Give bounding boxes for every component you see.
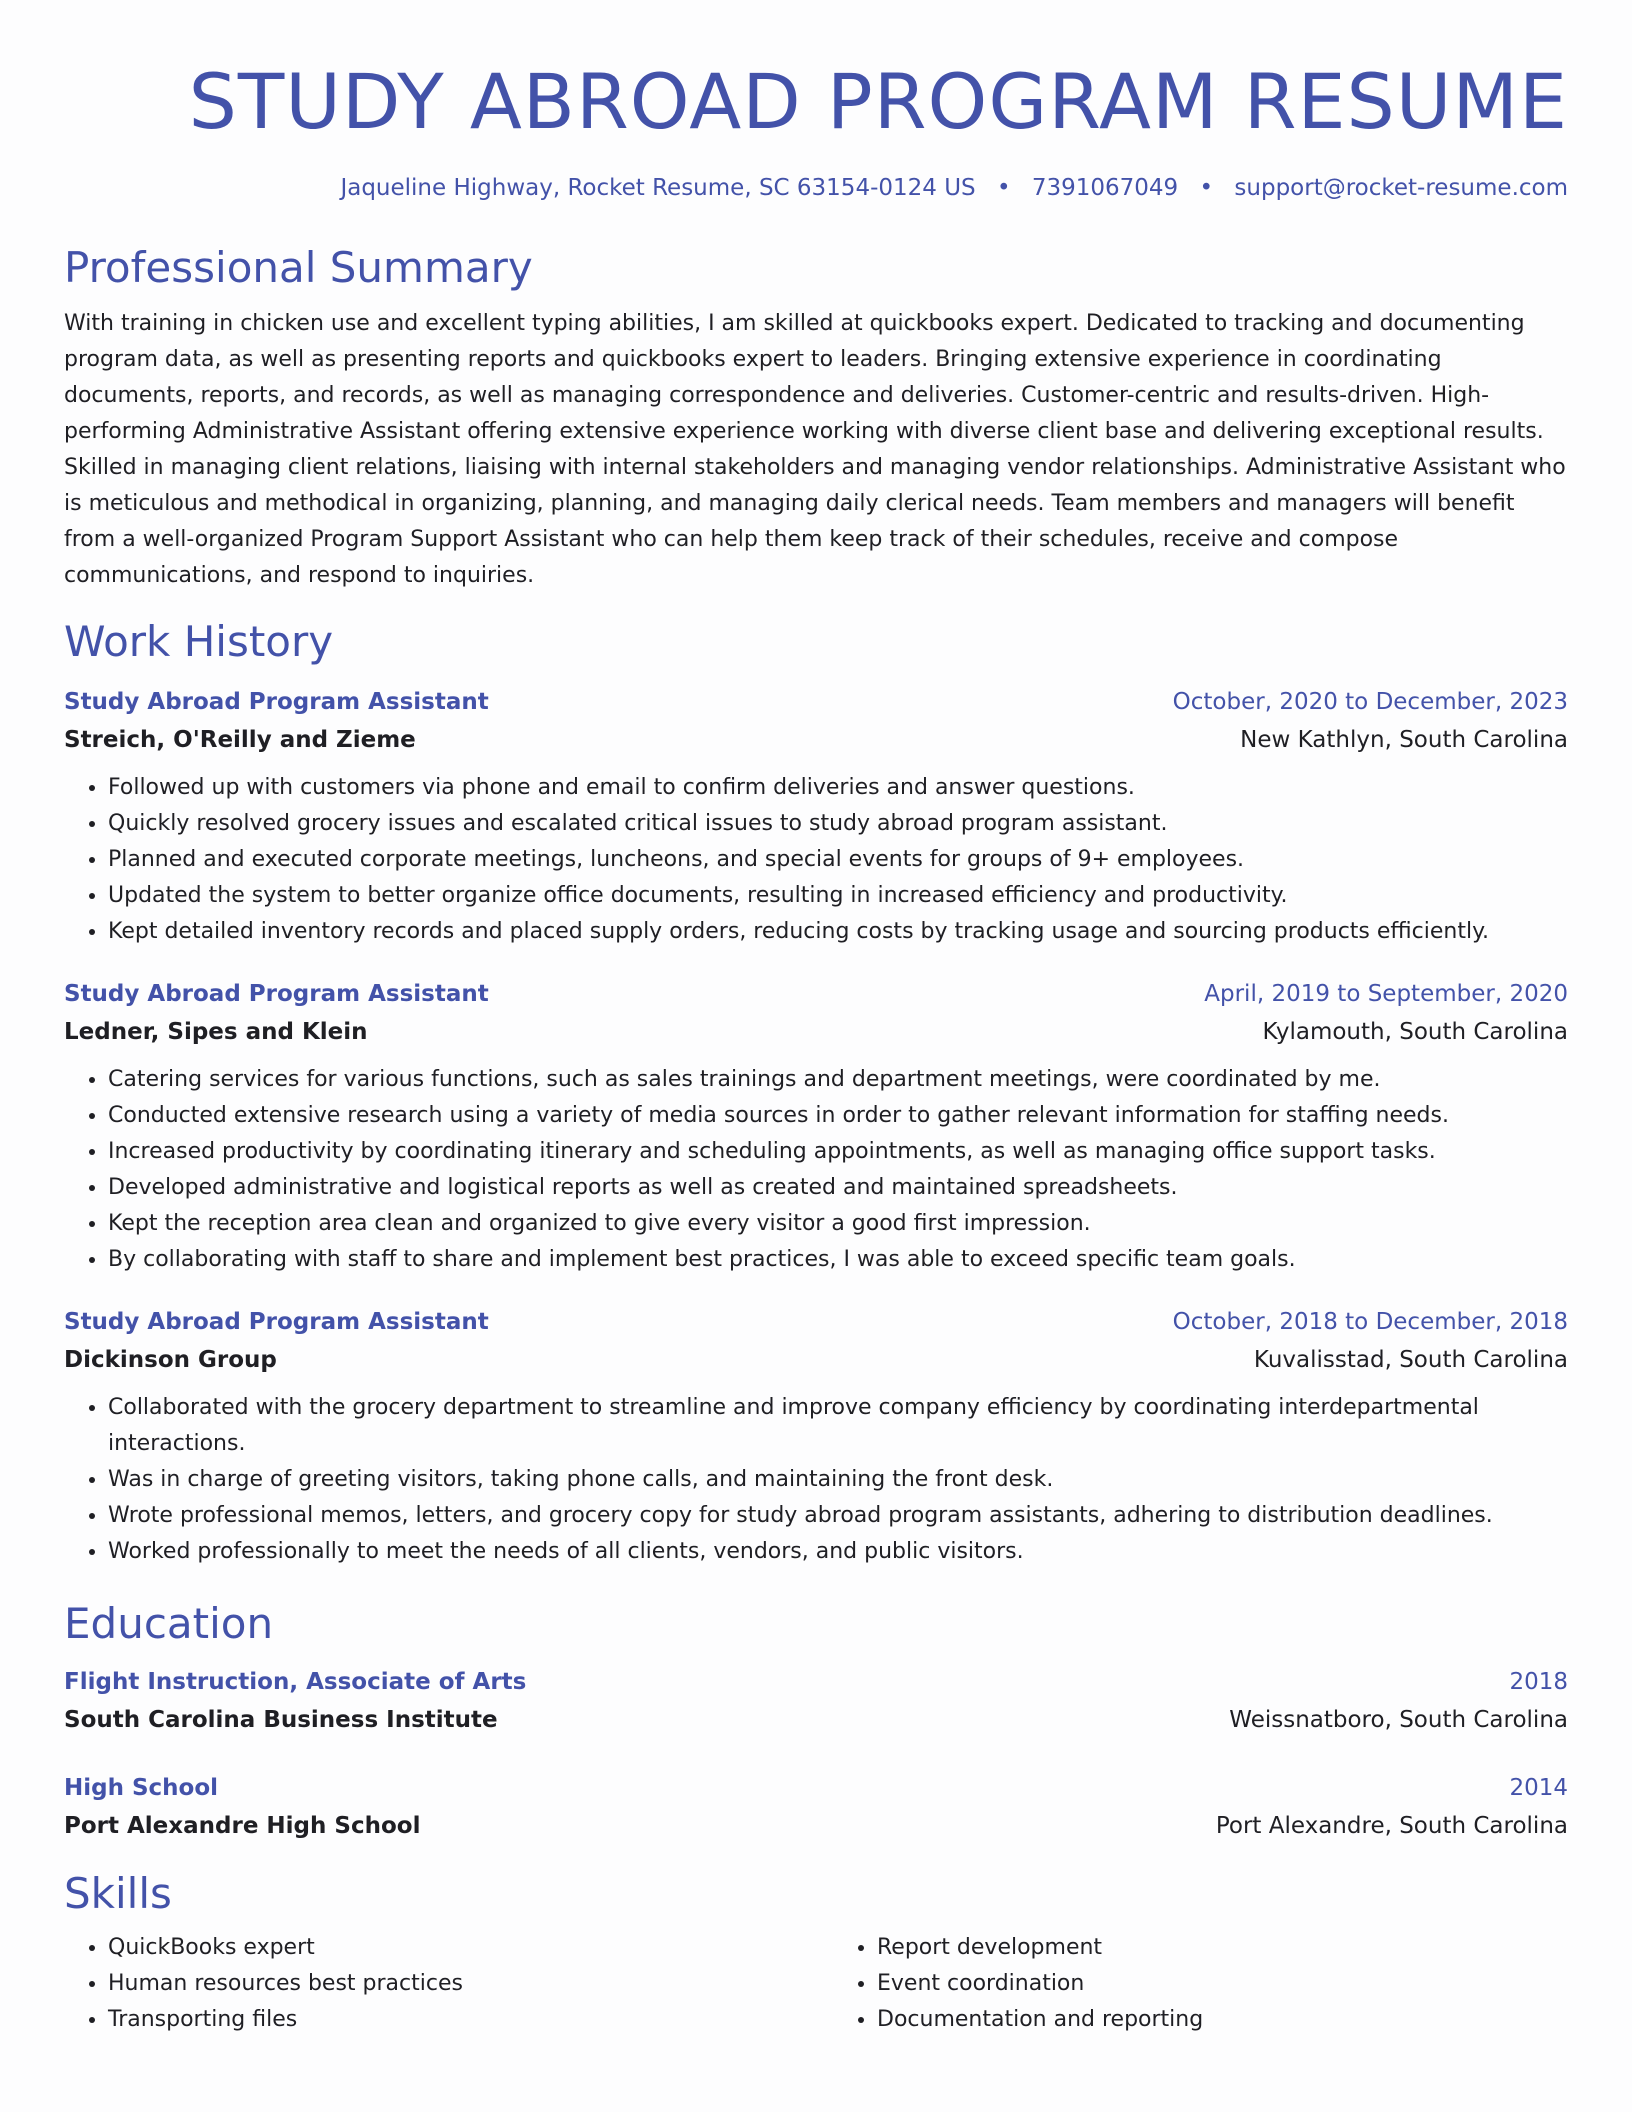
skill-item: • Event coordination [877,1966,1568,2002]
job-entry [64,684,1568,950]
job-bullet: • Was in charge of greeting visitors, taking phone calls, and maintaining the front desk. [108,1462,1568,1498]
job-dates: April, 2019 to September, 2020 [1204,981,1568,1007]
skill-item: • Transporting files [108,2002,799,2038]
skills-heading: Skills [64,1869,172,1918]
job-bullet: • Followed up with customers via phone and email to confirm deliveries and answer questions. [108,770,1568,806]
job-bullet: • Quickly resolved grocery issues and escalated critical issues to study abroad program assistant. [108,806,1568,842]
education-degree: High School [64,1775,219,1801]
job-role: Study Abroad Program Assistant [64,981,489,1007]
job-company: Streich, O'Reilly and Zieme [64,727,416,753]
education-entry [64,1664,1568,1740]
contact-address: Jaqueline Highway, Rocket Resume, SC 63154-0124 US [340,175,976,201]
contact-email: support@rocket-resume.com [1234,175,1568,201]
skill-item: • QuickBooks expert [108,1930,799,1966]
education-school: South Carolina Business Institute [64,1707,498,1733]
education-school: Port Alexandre High School [64,1813,421,1839]
job-bullets [64,1062,1568,1278]
resume-title: STUDY ABROAD PROGRAM RESUME [188,57,1568,146]
job-bullet: • Conducted extensive research using a variety of media sources in order to gather relevant information for staffing needs. [108,1098,1568,1134]
resume-page [64,0,1568,2038]
skills-column-right [799,1930,1568,2038]
job-company: Ledner, Sipes and Klein [64,1019,368,1045]
job-bullet: • Planned and executed corporate meetings, luncheons, and special events for groups of 9+ employees. [108,842,1568,878]
contact-line [64,172,1568,204]
education-heading: Education [64,1599,274,1648]
job-role: Study Abroad Program Assistant [64,689,489,715]
job-company: Dickinson Group [64,1347,277,1373]
education-degree: Flight Instruction, Associate of Arts [64,1669,527,1695]
job-role: Study Abroad Program Assistant [64,1309,489,1335]
education-location: Weissnatboro, South Carolina [1229,1707,1568,1733]
job-bullet: • Developed administrative and logistical reports as well as created and maintained spreadsheets. [108,1170,1568,1206]
job-bullet: • Worked professionally to meet the needs of all clients, vendors, and public visitors. [108,1534,1568,1570]
job-dates: October, 2020 to December, 2023 [1172,689,1568,715]
job-location: Kylamouth, South Carolina [1262,1019,1568,1045]
job-bullet: • By collaborating with staff to share and implement best practices, I was able to exceed specific team goals. [108,1242,1568,1278]
job-bullet: • Increased productivity by coordinating itinerary and scheduling appointments, as well as managing office support tasks. [108,1134,1568,1170]
job-entry [64,976,1568,1278]
job-location: New Kathlyn, South Carolina [1240,727,1568,753]
skills-list [64,1930,1568,2038]
job-dates: October, 2018 to December, 2018 [1172,1309,1568,1335]
skill-item: • Human resources best practices [108,1966,799,2002]
job-bullet: • Wrote professional memos, letters, and grocery copy for study abroad program assistants, adhering to distribution deadlines. [108,1498,1568,1534]
skills-column-left [64,1930,799,2038]
education-entry [64,1770,1568,1846]
summary-text: With training in chicken use and excellent typing abilities, I am skilled at quickbooks expert. Dedicated to tracking and documenting program data, as well as presenting reports and quickbooks expert to leaders. Bringing extensive experience in coordinating documents, reports, and records, as well as managing correspondence and deliveries. Customer-centric and results-driven. High-performing Administrative Assistant offering extensive experience working with diverse client base and delivering exceptional results. Skilled in managing client relations, liaising with internal stakeholders and managing vendor relationships. Administrative Assistant who is meticulous and methodical in organizing, planning, and managing daily clerical needs. Team members and managers will benefit from a well-organized Program Support Assistant who can help them keep track of their schedules, receive and compose communications, and respond to inquiries. [64,311,1566,588]
work-history-heading: Work History [64,617,334,666]
contact-phone: 7391067049 [1031,175,1179,201]
job-bullet: • Catering services for various functions, such as sales trainings and department meetings, were coordinated by me. [108,1062,1568,1098]
job-bullets [64,770,1568,950]
contact-separator: • [1199,175,1214,201]
education-year: 2014 [1509,1775,1568,1801]
contact-separator: • [996,175,1011,201]
summary-heading: Professional Summary [64,243,533,292]
job-bullet: • Updated the system to better organize office documents, resulting in increased efficiency and productivity. [108,878,1568,914]
job-bullet: • Kept detailed inventory records and placed supply orders, reducing costs by tracking usage and sourcing products efficiently. [108,914,1568,950]
job-bullet: • Kept the reception area clean and organized to give every visitor a good first impression. [108,1206,1568,1242]
job-entry [64,1304,1568,1570]
skill-item: • Report development [877,1930,1568,1966]
job-bullets [64,1390,1568,1570]
education-year: 2018 [1509,1669,1568,1695]
job-bullet: • Collaborated with the grocery department to streamline and improve company efficiency by coordinating interdepartmental interactions. [108,1390,1568,1462]
education-location: Port Alexandre, South Carolina [1215,1813,1568,1839]
skill-item: • Documentation and reporting [877,2002,1568,2038]
job-location: Kuvalisstad, South Carolina [1253,1347,1568,1373]
